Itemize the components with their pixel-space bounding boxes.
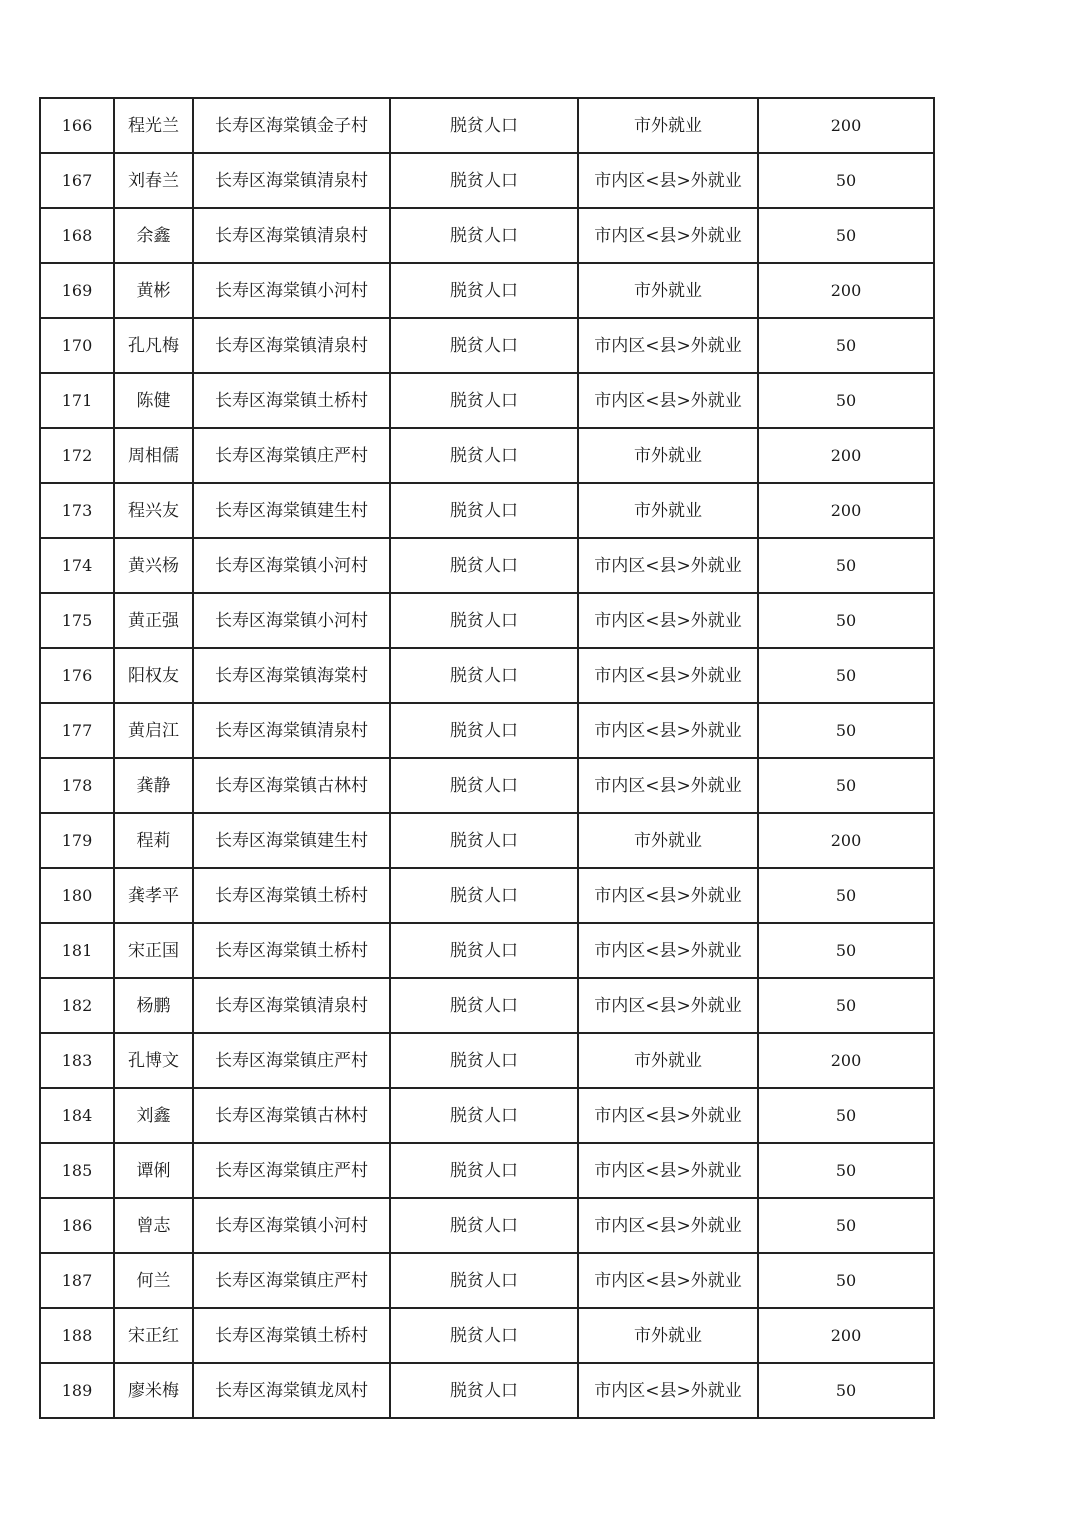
amount-cell: 50 — [758, 703, 934, 758]
category-cell: 脱贫人口 — [390, 1308, 578, 1363]
amount-cell: 50 — [758, 153, 934, 208]
amount-cell: 50 — [758, 208, 934, 263]
name-cell: 阳权友 — [114, 648, 193, 703]
employment-cell: 市内区<县>外就业 — [578, 758, 758, 813]
name-cell: 龚静 — [114, 758, 193, 813]
employment-cell: 市内区<县>外就业 — [578, 208, 758, 263]
category-cell: 脱贫人口 — [390, 208, 578, 263]
table-row — [40, 978, 934, 1033]
table-row — [40, 813, 934, 868]
amount-cell: 50 — [758, 758, 934, 813]
data-table — [39, 97, 935, 1419]
table-row — [40, 98, 934, 153]
table-row — [40, 208, 934, 263]
employment-cell: 市外就业 — [578, 1308, 758, 1363]
employment-cell: 市内区<县>外就业 — [578, 1198, 758, 1253]
index-cell: 178 — [40, 758, 114, 813]
table-row — [40, 428, 934, 483]
name-cell: 黄正强 — [114, 593, 193, 648]
index-cell: 170 — [40, 318, 114, 373]
category-cell: 脱贫人口 — [390, 153, 578, 208]
employment-cell: 市内区<县>外就业 — [578, 538, 758, 593]
name-cell: 陈健 — [114, 373, 193, 428]
name-cell: 黄兴杨 — [114, 538, 193, 593]
employment-cell: 市内区<县>外就业 — [578, 1088, 758, 1143]
index-cell: 182 — [40, 978, 114, 1033]
amount-cell: 50 — [758, 318, 934, 373]
category-cell: 脱贫人口 — [390, 703, 578, 758]
employment-cell: 市外就业 — [578, 428, 758, 483]
village-cell: 长寿区海棠镇建生村 — [193, 483, 390, 538]
employment-cell: 市外就业 — [578, 263, 758, 318]
table-row — [40, 648, 934, 703]
amount-cell: 50 — [758, 373, 934, 428]
category-cell: 脱贫人口 — [390, 263, 578, 318]
name-cell: 程光兰 — [114, 98, 193, 153]
employment-cell: 市内区<县>外就业 — [578, 978, 758, 1033]
index-cell: 185 — [40, 1143, 114, 1198]
name-cell: 刘春兰 — [114, 153, 193, 208]
employment-cell: 市内区<县>外就业 — [578, 318, 758, 373]
index-cell: 166 — [40, 98, 114, 153]
table-row — [40, 373, 934, 428]
name-cell: 孔博文 — [114, 1033, 193, 1088]
employment-cell: 市外就业 — [578, 1033, 758, 1088]
village-cell: 长寿区海棠镇金子村 — [193, 98, 390, 153]
amount-cell: 50 — [758, 978, 934, 1033]
category-cell: 脱贫人口 — [390, 758, 578, 813]
amount-cell: 50 — [758, 1363, 934, 1418]
category-cell: 脱贫人口 — [390, 318, 578, 373]
index-cell: 174 — [40, 538, 114, 593]
table-row — [40, 153, 934, 208]
village-cell: 长寿区海棠镇小河村 — [193, 263, 390, 318]
name-cell: 龚孝平 — [114, 868, 193, 923]
village-cell: 长寿区海棠镇小河村 — [193, 538, 390, 593]
index-cell: 177 — [40, 703, 114, 758]
name-cell: 宋正红 — [114, 1308, 193, 1363]
index-cell: 167 — [40, 153, 114, 208]
amount-cell: 200 — [758, 1308, 934, 1363]
category-cell: 脱贫人口 — [390, 593, 578, 648]
index-cell: 169 — [40, 263, 114, 318]
amount-cell: 50 — [758, 648, 934, 703]
amount-cell: 50 — [758, 1253, 934, 1308]
name-cell: 宋正国 — [114, 923, 193, 978]
index-cell: 172 — [40, 428, 114, 483]
table-row — [40, 593, 934, 648]
village-cell: 长寿区海棠镇小河村 — [193, 593, 390, 648]
index-cell: 176 — [40, 648, 114, 703]
index-cell: 186 — [40, 1198, 114, 1253]
table-row — [40, 758, 934, 813]
village-cell: 长寿区海棠镇土桥村 — [193, 1308, 390, 1363]
village-cell: 长寿区海棠镇庄严村 — [193, 428, 390, 483]
index-cell: 181 — [40, 923, 114, 978]
name-cell: 廖米梅 — [114, 1363, 193, 1418]
name-cell: 孔凡梅 — [114, 318, 193, 373]
employment-cell: 市内区<县>外就业 — [578, 923, 758, 978]
village-cell: 长寿区海棠镇土桥村 — [193, 923, 390, 978]
category-cell: 脱贫人口 — [390, 648, 578, 703]
village-cell: 长寿区海棠镇土桥村 — [193, 373, 390, 428]
village-cell: 长寿区海棠镇建生村 — [193, 813, 390, 868]
table-row — [40, 1033, 934, 1088]
amount-cell: 50 — [758, 538, 934, 593]
table-row — [40, 1088, 934, 1143]
name-cell: 谭俐 — [114, 1143, 193, 1198]
table-row — [40, 1198, 934, 1253]
category-cell: 脱贫人口 — [390, 483, 578, 538]
name-cell: 何兰 — [114, 1253, 193, 1308]
village-cell: 长寿区海棠镇庄严村 — [193, 1033, 390, 1088]
employment-cell: 市内区<县>外就业 — [578, 868, 758, 923]
index-cell: 188 — [40, 1308, 114, 1363]
employment-cell: 市外就业 — [578, 483, 758, 538]
index-cell: 173 — [40, 483, 114, 538]
table-row — [40, 923, 934, 978]
category-cell: 脱贫人口 — [390, 538, 578, 593]
amount-cell: 200 — [758, 263, 934, 318]
village-cell: 长寿区海棠镇土桥村 — [193, 868, 390, 923]
village-cell: 长寿区海棠镇清泉村 — [193, 318, 390, 373]
village-cell: 长寿区海棠镇古林村 — [193, 1088, 390, 1143]
name-cell: 曾志 — [114, 1198, 193, 1253]
amount-cell: 200 — [758, 1033, 934, 1088]
employment-cell: 市内区<县>外就业 — [578, 373, 758, 428]
index-cell: 189 — [40, 1363, 114, 1418]
index-cell: 184 — [40, 1088, 114, 1143]
index-cell: 183 — [40, 1033, 114, 1088]
table-row — [40, 483, 934, 538]
name-cell: 周相儒 — [114, 428, 193, 483]
name-cell: 余鑫 — [114, 208, 193, 263]
table-row — [40, 538, 934, 593]
category-cell: 脱贫人口 — [390, 1143, 578, 1198]
amount-cell: 50 — [758, 1198, 934, 1253]
category-cell: 脱贫人口 — [390, 373, 578, 428]
table-body — [40, 98, 934, 1418]
amount-cell: 50 — [758, 1143, 934, 1198]
amount-cell: 50 — [758, 868, 934, 923]
employment-cell: 市内区<县>外就业 — [578, 1363, 758, 1418]
village-cell: 长寿区海棠镇龙凤村 — [193, 1363, 390, 1418]
amount-cell: 200 — [758, 428, 934, 483]
amount-cell: 50 — [758, 593, 934, 648]
village-cell: 长寿区海棠镇小河村 — [193, 1198, 390, 1253]
index-cell: 171 — [40, 373, 114, 428]
category-cell: 脱贫人口 — [390, 1253, 578, 1308]
employment-cell: 市外就业 — [578, 813, 758, 868]
category-cell: 脱贫人口 — [390, 1088, 578, 1143]
employment-cell: 市内区<县>外就业 — [578, 593, 758, 648]
category-cell: 脱贫人口 — [390, 923, 578, 978]
table-row — [40, 1308, 934, 1363]
village-cell: 长寿区海棠镇清泉村 — [193, 703, 390, 758]
category-cell: 脱贫人口 — [390, 1363, 578, 1418]
index-cell: 168 — [40, 208, 114, 263]
category-cell: 脱贫人口 — [390, 813, 578, 868]
table-row — [40, 1363, 934, 1418]
name-cell: 杨鹏 — [114, 978, 193, 1033]
employment-cell: 市内区<县>外就业 — [578, 648, 758, 703]
amount-cell: 200 — [758, 483, 934, 538]
employment-cell: 市内区<县>外就业 — [578, 1143, 758, 1198]
index-cell: 175 — [40, 593, 114, 648]
village-cell: 长寿区海棠镇清泉村 — [193, 153, 390, 208]
category-cell: 脱贫人口 — [390, 428, 578, 483]
amount-cell: 50 — [758, 1088, 934, 1143]
index-cell: 179 — [40, 813, 114, 868]
name-cell: 程兴友 — [114, 483, 193, 538]
amount-cell: 50 — [758, 923, 934, 978]
name-cell: 程莉 — [114, 813, 193, 868]
category-cell: 脱贫人口 — [390, 1198, 578, 1253]
village-cell: 长寿区海棠镇清泉村 — [193, 978, 390, 1033]
index-cell: 180 — [40, 868, 114, 923]
table-row — [40, 318, 934, 373]
employment-cell: 市内区<县>外就业 — [578, 1253, 758, 1308]
employment-cell: 市外就业 — [578, 98, 758, 153]
name-cell: 刘鑫 — [114, 1088, 193, 1143]
village-cell: 长寿区海棠镇庄严村 — [193, 1253, 390, 1308]
index-cell: 187 — [40, 1253, 114, 1308]
table-row — [40, 868, 934, 923]
village-cell: 长寿区海棠镇海棠村 — [193, 648, 390, 703]
table-row — [40, 1253, 934, 1308]
table-row — [40, 1143, 934, 1198]
village-cell: 长寿区海棠镇清泉村 — [193, 208, 390, 263]
category-cell: 脱贫人口 — [390, 978, 578, 1033]
category-cell: 脱贫人口 — [390, 1033, 578, 1088]
amount-cell: 200 — [758, 813, 934, 868]
employment-cell: 市内区<县>外就业 — [578, 153, 758, 208]
table-row — [40, 703, 934, 758]
village-cell: 长寿区海棠镇古林村 — [193, 758, 390, 813]
name-cell: 黄启江 — [114, 703, 193, 758]
category-cell: 脱贫人口 — [390, 98, 578, 153]
village-cell: 长寿区海棠镇庄严村 — [193, 1143, 390, 1198]
table-row — [40, 263, 934, 318]
name-cell: 黄彬 — [114, 263, 193, 318]
category-cell: 脱贫人口 — [390, 868, 578, 923]
amount-cell: 200 — [758, 98, 934, 153]
employment-cell: 市内区<县>外就业 — [578, 703, 758, 758]
